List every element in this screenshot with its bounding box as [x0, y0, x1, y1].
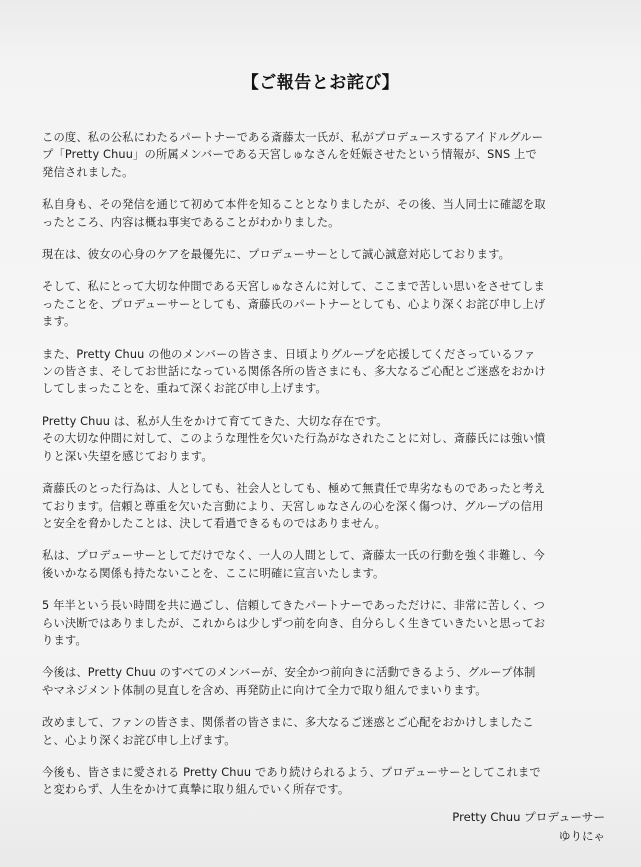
paragraph-line: プ「Pretty Chuu」の所属メンバーである天宮しゅなさんを妊娠させたという情報が、SNS 上で — [42, 148, 537, 162]
paragraph-line: ております。信頼と尊重を欠いた言動により、天宮しゅなさんの心を深く傷つけ、グループの信用 — [42, 499, 544, 513]
paragraph-line: 発信されました。 — [42, 165, 134, 179]
paragraph-line: この度、私の公私にわたるパートナーである斎藤太一氏が、私がプロデュースするアイドルグルー — [42, 131, 544, 144]
paragraph — [42, 246, 608, 263]
paragraph-line: そして、私にとって大切な仲間である天宮しゅなさんに対して、ここまで苦しい思いをさせてしま — [42, 280, 545, 294]
paragraph — [42, 664, 608, 699]
paragraph-line: ったことを、プロデューサーとしても、斎藤氏のパートナーとしても、心より深くお詫び申し上げ — [42, 297, 546, 311]
paragraph-line: 私は、プロデューサーとしてだけでなく、一人の人間として、斎藤太一氏の行動を強く非難し、今 — [42, 549, 545, 563]
paragraph — [42, 597, 608, 649]
paragraph-line: また、Pretty Chuu の他のメンバーの皆さま、日頃よりグループを応援してくださっているファ — [42, 347, 536, 361]
paragraph-line: りと深い失望を感じております。 — [42, 449, 213, 463]
paragraph-line: ンの皆さま、そしてお世話になっている関係各所の皆さまにも、多大なるご心配とご迷惑をおかけ — [42, 365, 546, 379]
paragraph-line: 5 年半という長い時間を共に過ごし、信頼してきたパートナーであっただけに、非常に苦しく、つ — [42, 599, 545, 613]
paragraph-line: らい決断ではありましたが、これからは少しずつ前を向き、自分らしく生きていきたいと思ってお — [42, 616, 546, 630]
paragraph — [42, 129, 608, 181]
paragraph-line: 改めまして、ファンの皆さま、関係者の皆さまに、多大なるご迷惑とご心配をおかけしましたこ — [42, 716, 534, 730]
paragraph — [42, 764, 608, 799]
paragraph — [42, 278, 608, 330]
paragraph-line: 斎藤氏のとった行為は、人としても、社会人としても、極めて無責任で卑劣なものであったと考え — [42, 482, 546, 496]
paragraph-line: と安全を脅かしたことは、決して看過できるものではありません。 — [42, 516, 387, 530]
paragraph — [42, 196, 608, 231]
paragraph-line: 現在は、彼女の心身のケアを最優先に、プロデューサーとして誠心誠意対応しております。 — [42, 248, 511, 262]
paragraph — [42, 547, 608, 582]
paragraph-line: ます。 — [42, 315, 76, 329]
paragraph-line: と、心より深くお詫び申し上げます。 — [42, 733, 236, 747]
paragraph-line: 私自身も、その発信を通じて初めて本件を知ることとなりましたが、その後、当人同士に確認を取 — [42, 198, 546, 212]
paragraph-line: 後いかなる関係も持たないことを、ここに明確に宣言いたします。 — [42, 566, 385, 580]
paragraph-line: と変わらず、人生をかけて真摯に取り組んでいく所存です。 — [42, 783, 350, 797]
paragraph-line: 今後は、Pretty Chuu のすべてのメンバーが、安全かつ前向きに活動できるよう、グループ体制 — [42, 666, 536, 680]
paragraph-line: してしまったことを、重ねて深くお詫び申し上げます。 — [42, 382, 327, 396]
paragraph-line: やマネジメント体制の見直しを含め、再発防止に向けて全力で取り組んでまいります。 — [42, 683, 487, 697]
paragraph-line: ったところ、内容は概ね事実であることがわかりました。 — [42, 215, 340, 229]
paragraph — [42, 413, 608, 465]
signature-block — [452, 808, 605, 846]
page-title: 【ご報告とお詫び】 — [241, 73, 400, 93]
signature-name: ゆりにゃ — [558, 829, 605, 843]
paragraph — [42, 714, 608, 749]
paragraph-line: Pretty Chuu は、私が人生をかけて育ててきた、大切な存在です。 — [42, 414, 388, 428]
paragraph-line: ります。 — [42, 633, 87, 647]
signature-role: Pretty Chuu プロデューサー — [452, 810, 605, 824]
paragraph-line: その大切な仲間に対して、このような理性を欠いた行為がなされたことに対し、斎藤氏には強い憤 — [42, 432, 546, 446]
paragraph — [42, 480, 608, 532]
paragraph-line: 今後も、皆さまに愛される Pretty Chuu であり続けられるよう、プロデューサーとしてこれまで — [42, 765, 541, 779]
paragraph — [42, 346, 608, 398]
statement-body — [42, 129, 608, 814]
